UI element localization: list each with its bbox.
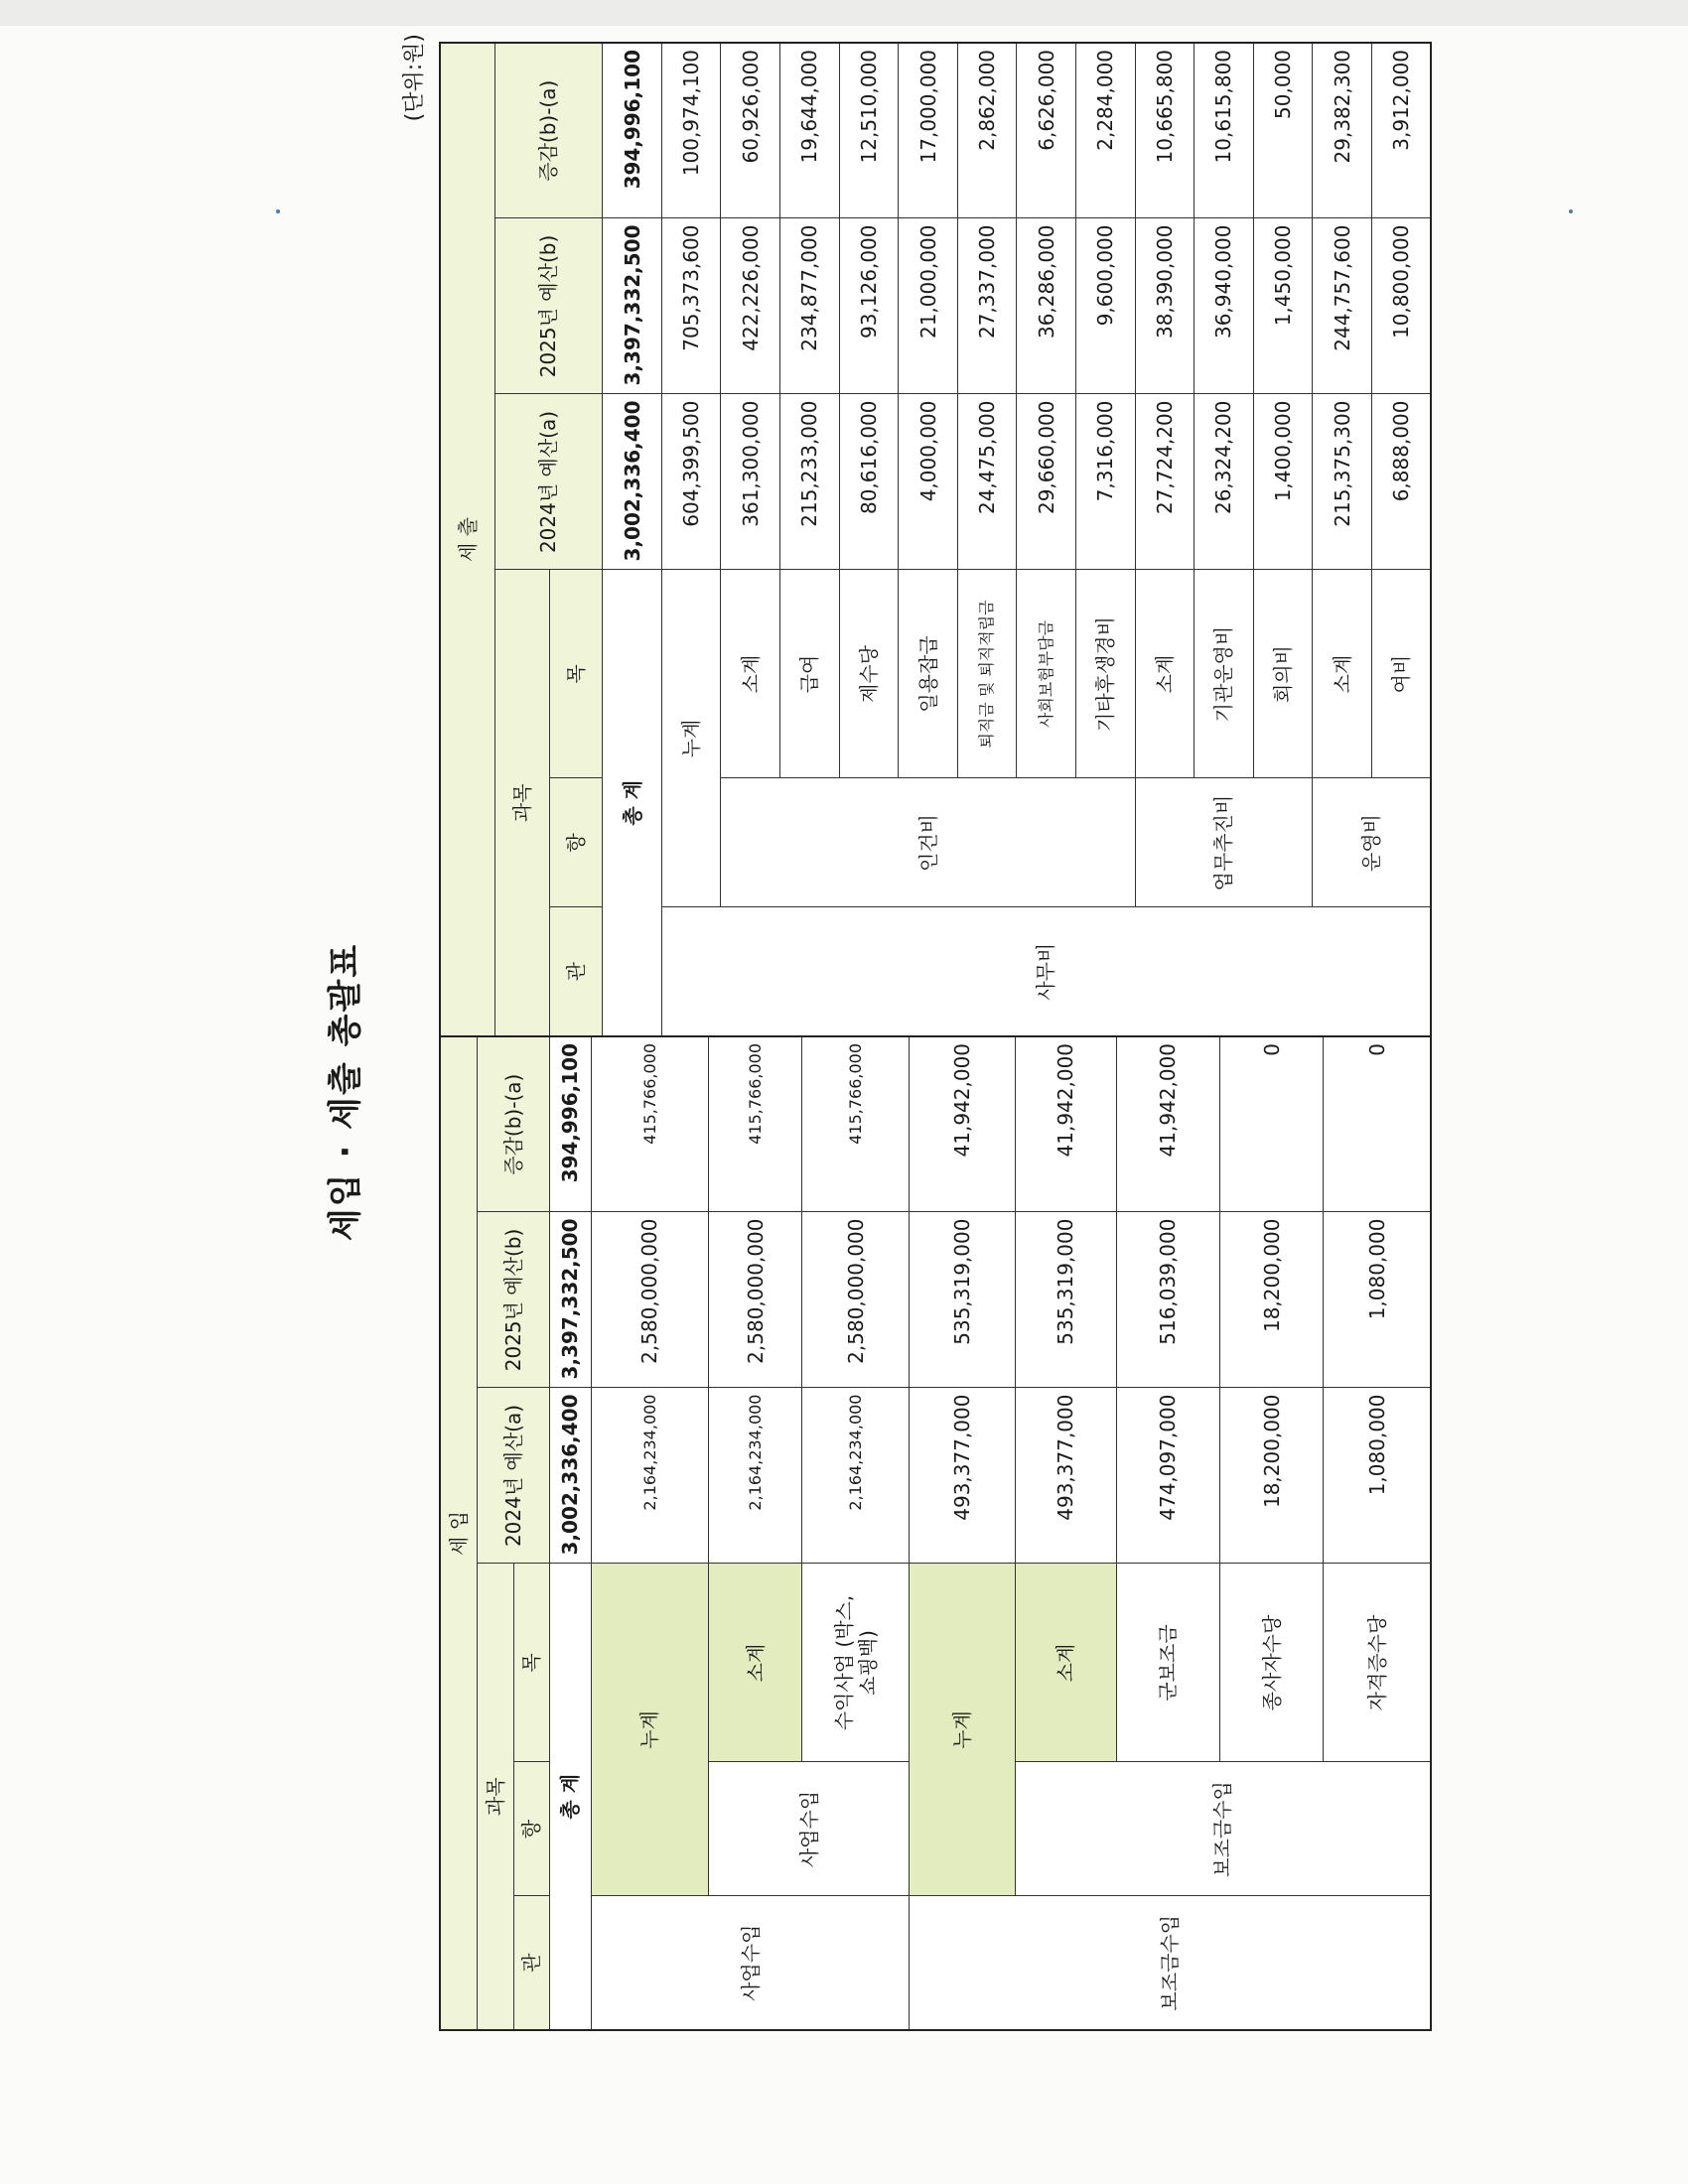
value-change: 41,942,000 — [1015, 1036, 1116, 1212]
table-row — [591, 1036, 708, 2030]
value-2024: 6,888,000 — [1371, 394, 1431, 570]
mok-cell: 급여 — [780, 570, 840, 778]
hang-cell: 운영비 — [1313, 778, 1431, 907]
unit-label: (단위:원) — [402, 34, 427, 122]
value-2024: 26,324,200 — [1195, 394, 1254, 570]
total-change: 394,996,100 — [603, 43, 662, 218]
value-2025: 10,800,000 — [1371, 218, 1431, 394]
mok-cell: 종사자수당 — [1220, 1564, 1324, 1762]
value-change: 10,615,800 — [1195, 43, 1254, 218]
hang-cell: 사업수입 — [709, 1762, 910, 1896]
scan-dot — [1569, 209, 1573, 213]
value-change: 19,644,000 — [780, 43, 840, 218]
page-title: 세입 · 세출 총괄표 — [326, 942, 365, 1242]
value-2025: 21,000,000 — [899, 218, 958, 394]
value-2025: 2,580,000,000 — [591, 1212, 708, 1388]
budget-2025-header: 2025년 예산(b) — [494, 218, 603, 394]
table-row — [721, 43, 780, 1036]
revenue-header: 세 입 — [440, 1036, 477, 2030]
subtotal-label: 소계 — [709, 1564, 802, 1762]
cumulative-label: 누계 — [910, 1564, 1015, 1896]
total-change: 394,996,100 — [549, 1036, 591, 1212]
value-2025: 1,080,000 — [1324, 1212, 1431, 1388]
value-2024: 604,399,500 — [661, 394, 721, 570]
subtotal-label: 소계 — [1135, 570, 1195, 778]
value-2024: 27,724,200 — [1135, 394, 1195, 570]
value-change: 6,626,000 — [1017, 43, 1076, 218]
total-2024: 3,002,336,400 — [549, 1388, 591, 1564]
gwan-header: 관 — [513, 1896, 549, 2030]
table-row — [603, 43, 662, 1036]
cumulative-label: 누계 — [591, 1564, 708, 1896]
table-row — [1015, 1036, 1116, 2030]
total-2025: 3,397,332,500 — [603, 218, 662, 394]
expense-table — [439, 42, 1432, 1037]
value-2025: 36,940,000 — [1195, 218, 1254, 394]
value-change: 0 — [1220, 1036, 1324, 1212]
value-2024: 361,300,000 — [721, 394, 780, 570]
gwan-cell: 사무비 — [661, 907, 1431, 1036]
table-row — [1313, 43, 1372, 1036]
value-2025: 2,580,000,000 — [709, 1212, 802, 1388]
value-change: 3,912,000 — [1371, 43, 1431, 218]
subject-header: 과목 — [494, 570, 549, 1036]
total-2025: 3,397,332,500 — [549, 1212, 591, 1388]
budget-2024-header: 2024년 예산(a) — [477, 1388, 549, 1564]
change-header: 증감(b)-(a) — [477, 1036, 549, 1212]
value-2024: 80,616,000 — [839, 394, 899, 570]
value-2024: 7,316,000 — [1075, 394, 1135, 570]
value-2025: 422,226,000 — [721, 218, 780, 394]
mok-cell: 기관운영비 — [1195, 570, 1254, 778]
value-change: 29,382,300 — [1313, 43, 1372, 218]
value-change: 100,974,100 — [661, 43, 721, 218]
subject-header: 과목 — [477, 1564, 513, 2030]
value-2025: 234,877,000 — [780, 218, 840, 394]
value-2024: 24,475,000 — [957, 394, 1017, 570]
cumulative-label: 누계 — [661, 570, 721, 907]
table-row — [709, 1036, 802, 2030]
value-change: 415,766,000 — [802, 1036, 910, 1212]
mok-header: 목 — [513, 1564, 549, 1762]
gwan-cell: 사업수입 — [591, 1896, 910, 2030]
subtotal-label: 소계 — [721, 570, 780, 778]
mok-cell: 사회보험부담금 — [1017, 570, 1076, 778]
value-change: 41,942,000 — [1116, 1036, 1219, 1212]
table-row — [1135, 43, 1195, 1036]
value-2025: 2,580,000,000 — [802, 1212, 910, 1388]
mok-cell: 기타후생경비 — [1075, 570, 1135, 778]
mok-cell: 자격증수당 — [1324, 1564, 1431, 1762]
mok-cell: 수익사업 (박스, 쇼핑백) — [802, 1564, 910, 1762]
hang-cell: 인건비 — [721, 778, 1135, 907]
value-2024: 4,000,000 — [899, 394, 958, 570]
hang-cell: 보조금수입 — [1015, 1762, 1431, 1896]
hang-header: 항 — [549, 778, 603, 907]
revenue-table — [439, 1035, 1432, 2031]
value-change: 10,665,800 — [1135, 43, 1195, 218]
budget-2025-header: 2025년 예산(b) — [477, 1212, 549, 1388]
value-2025: 1,450,000 — [1253, 218, 1313, 394]
value-change: 12,510,000 — [839, 43, 899, 218]
mok-cell: 제수당 — [839, 570, 899, 778]
table-row — [549, 1036, 591, 2030]
value-change: 41,942,000 — [910, 1036, 1015, 1212]
budget-2024-header: 2024년 예산(a) — [494, 394, 603, 570]
value-2024: 215,375,300 — [1313, 394, 1372, 570]
value-2024: 493,377,000 — [1015, 1388, 1116, 1564]
total-label: 총 계 — [549, 1564, 591, 2030]
value-2024: 215,233,000 — [780, 394, 840, 570]
value-2025: 244,757,600 — [1313, 218, 1372, 394]
value-2024: 493,377,000 — [910, 1388, 1015, 1564]
value-change: 415,766,000 — [709, 1036, 802, 1212]
expense-header: 세 출 — [440, 43, 494, 1036]
mok-header: 목 — [549, 570, 603, 778]
value-2024: 1,080,000 — [1324, 1388, 1431, 1564]
subtotal-label: 소계 — [1015, 1564, 1116, 1762]
value-2025: 27,337,000 — [957, 218, 1017, 394]
value-change: 2,862,000 — [957, 43, 1017, 218]
value-2025: 705,373,600 — [661, 218, 721, 394]
value-2024: 2,164,234,000 — [802, 1388, 910, 1564]
total-2024: 3,002,336,400 — [603, 394, 662, 570]
value-change: 60,926,000 — [721, 43, 780, 218]
gwan-header: 관 — [549, 907, 603, 1036]
subtotal-label: 소계 — [1313, 570, 1372, 778]
value-change: 415,766,000 — [591, 1036, 708, 1212]
value-2024: 1,400,000 — [1253, 394, 1313, 570]
value-change: 50,000 — [1253, 43, 1313, 218]
value-change: 0 — [1324, 1036, 1431, 1212]
value-2025: 38,390,000 — [1135, 218, 1195, 394]
total-label: 총 계 — [603, 570, 662, 1036]
value-2024: 2,164,234,000 — [709, 1388, 802, 1564]
value-2025: 535,319,000 — [910, 1212, 1015, 1388]
gwan-cell: 보조금수입 — [910, 1896, 1431, 2030]
hang-header: 항 — [513, 1762, 549, 1896]
value-change: 17,000,000 — [899, 43, 958, 218]
value-2024: 29,660,000 — [1017, 394, 1076, 570]
mok-cell: 군보조금 — [1116, 1564, 1219, 1762]
scan-dot — [276, 209, 280, 213]
scan-edge — [0, 0, 1688, 26]
table-row — [661, 43, 721, 1036]
mok-cell: 퇴직금 및 퇴직적립금 — [957, 570, 1017, 778]
value-2025: 93,126,000 — [839, 218, 899, 394]
value-2024: 474,097,000 — [1116, 1388, 1219, 1564]
value-2025: 36,286,000 — [1017, 218, 1076, 394]
value-2025: 18,200,000 — [1220, 1212, 1324, 1388]
value-change: 2,284,000 — [1075, 43, 1135, 218]
hang-cell: 업무추진비 — [1135, 778, 1313, 907]
value-2025: 516,039,000 — [1116, 1212, 1219, 1388]
value-2025: 535,319,000 — [1015, 1212, 1116, 1388]
value-2024: 18,200,000 — [1220, 1388, 1324, 1564]
mok-cell: 일용잡급 — [899, 570, 958, 778]
mok-cell: 여비 — [1371, 570, 1431, 778]
table-row — [910, 1036, 1015, 2030]
change-header: 증감(b)-(a) — [494, 43, 603, 218]
value-2025: 9,600,000 — [1075, 218, 1135, 394]
mok-cell: 회의비 — [1253, 570, 1313, 778]
value-2024: 2,164,234,000 — [591, 1388, 708, 1564]
